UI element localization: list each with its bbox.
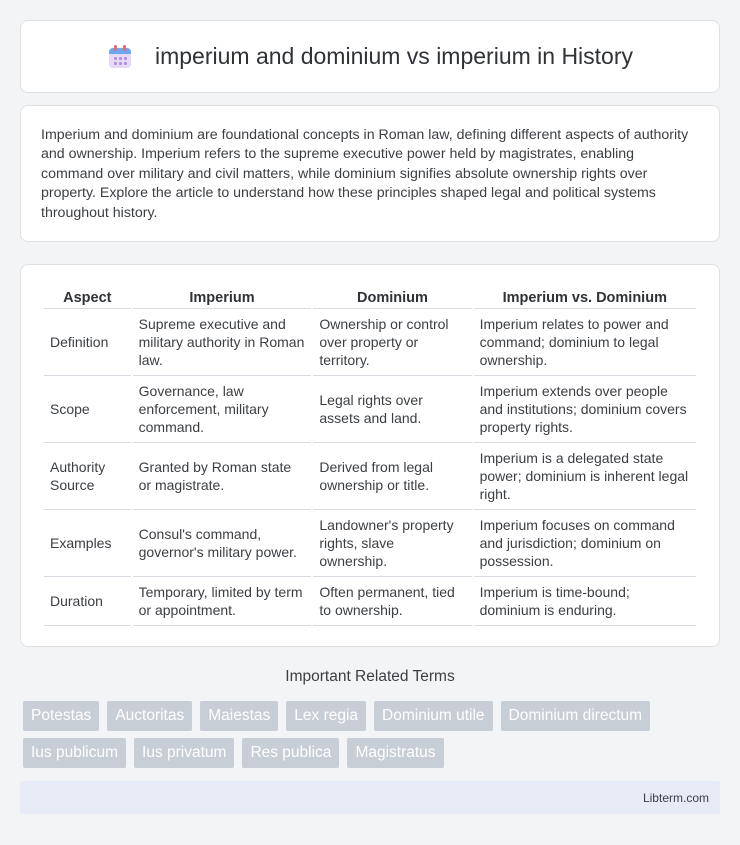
- intro-card: [20, 105, 720, 242]
- tag-dominium-utile[interactable]: Dominium utile: [374, 701, 493, 731]
- tag-auctoritas[interactable]: Auctoritas: [107, 701, 192, 731]
- header-inner: [107, 43, 633, 70]
- column-header: Dominium: [313, 285, 471, 309]
- column-header: Aspect: [44, 285, 131, 309]
- table-cell: Definition: [44, 309, 131, 376]
- table-row: [44, 309, 696, 376]
- calendar-icon: [107, 44, 133, 70]
- tag-row: [23, 701, 723, 731]
- table-cell: Legal rights over assets and land.: [313, 376, 471, 443]
- table-cell: Supreme executive and military authority in Roman law.: [133, 309, 312, 376]
- table-row: [44, 577, 696, 626]
- tag-ius-publicum[interactable]: Ius publicum: [23, 738, 126, 768]
- tag-dominium-directum[interactable]: Dominium directum: [501, 701, 651, 731]
- table-cell: Consul's command, governor's military power.: [133, 510, 312, 577]
- table-cell: Scope: [44, 376, 131, 443]
- tag-maiestas[interactable]: Maiestas: [200, 701, 278, 731]
- table-cell: Examples: [44, 510, 131, 577]
- tag-row: [23, 738, 723, 768]
- table-row: [44, 510, 696, 577]
- table-cell: Authority Source: [44, 443, 131, 510]
- page-title: imperium and dominium vs imperium in History: [154, 43, 634, 69]
- tag-res-publica[interactable]: Res publica: [242, 738, 339, 768]
- intro-text: Imperium and dominium are foundational concepts in Roman law, defining different aspects of authority and ownership. Imperium refers to the supreme executive power held by magistrates, enabling command over military and civil matters, while dominium signifies absolute ownership rights over property. Explore the article to understand how these principles shaped legal and political systems throughout history.: [41, 127, 689, 221]
- comparison-table: [42, 285, 698, 626]
- tag-lex-regia[interactable]: Lex regia: [286, 701, 366, 731]
- table-cell: Landowner's property rights, slave ownership.: [313, 510, 471, 577]
- related-terms-title: Important Related Terms: [285, 668, 455, 685]
- tag-potestas[interactable]: Potestas: [23, 701, 99, 731]
- table-cell: Imperium focuses on command and jurisdiction; dominium on possession.: [474, 510, 696, 577]
- table-cell: Derived from legal ownership or title.: [313, 443, 471, 510]
- table-header-row: [44, 285, 696, 309]
- table-cell: Governance, law enforcement, military command.: [133, 376, 312, 443]
- column-header: Imperium: [133, 285, 312, 309]
- tag-magistratus[interactable]: Magistratus: [347, 738, 443, 768]
- footer: [20, 781, 720, 814]
- table-cell: Duration: [44, 577, 131, 626]
- table-cell: Temporary, limited by term or appointment.: [133, 577, 312, 626]
- related-terms-tags: [23, 701, 723, 775]
- table-row: [44, 443, 696, 510]
- column-header: Imperium vs. Dominium: [474, 285, 696, 309]
- table-cell: Granted by Roman state or magistrate.: [133, 443, 312, 510]
- header-card: [20, 20, 720, 93]
- table-cell: Ownership or control over property or territory.: [313, 309, 471, 376]
- table-row: [44, 376, 696, 443]
- table-cell: Imperium relates to power and command; dominium to legal ownership.: [474, 309, 696, 376]
- table-cell: Imperium extends over people and institutions; dominium covers property rights.: [474, 376, 696, 443]
- footer-brand-link[interactable]: Libterm.com: [642, 790, 709, 805]
- comparison-table-card: [20, 264, 720, 647]
- table-cell: Often permanent, tied to ownership.: [313, 577, 471, 626]
- table-cell: Imperium is time-bound; dominium is enduring.: [474, 577, 696, 626]
- table-cell: Imperium is a delegated state power; dominium is inherent legal right.: [474, 443, 696, 510]
- tag-ius-privatum[interactable]: Ius privatum: [134, 738, 234, 768]
